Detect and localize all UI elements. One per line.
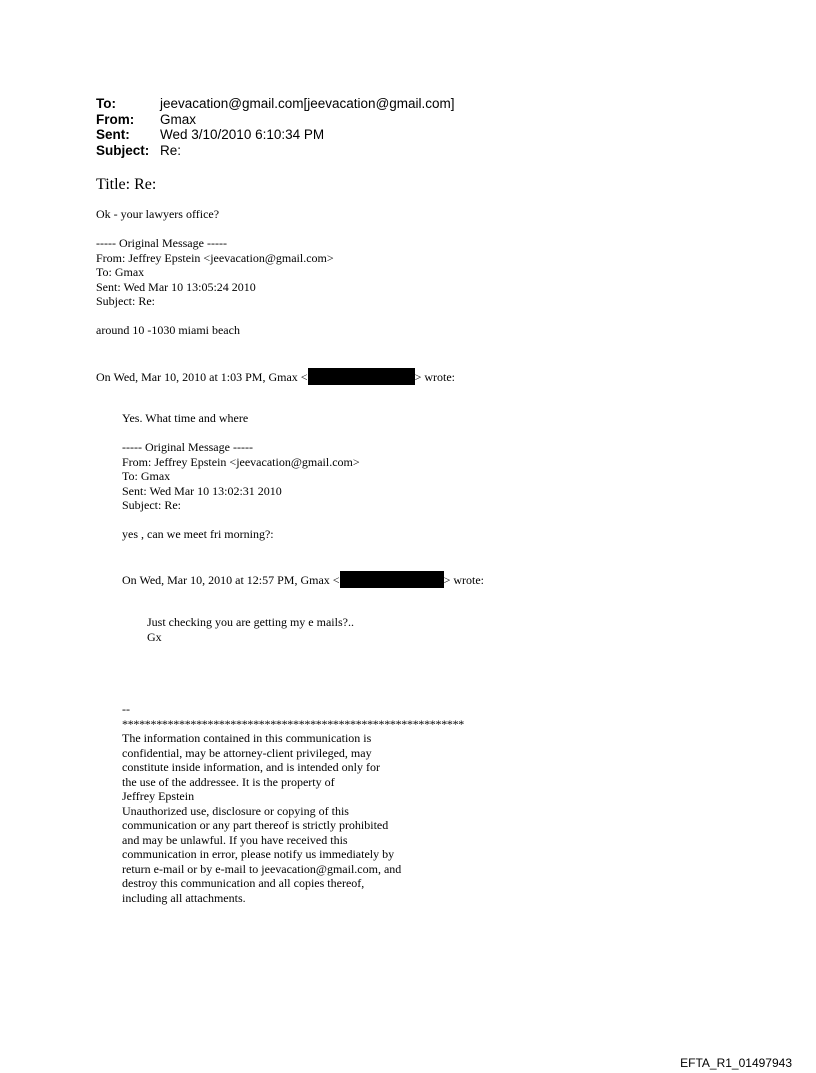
- attribution-line-2: [122, 571, 484, 588]
- quoted-body-2: yes , can we meet fri morning?:: [122, 527, 274, 541]
- attribution-suffix-1: > wrote:: [414, 370, 456, 384]
- reply-body-1: Ok - your lawyers office?: [96, 207, 220, 221]
- to-value: jeevacation@gmail.com[jeevacation@gmail.com]: [160, 96, 455, 111]
- to-label: To:: [96, 96, 116, 111]
- quoted-sent-1: Sent: Wed Mar 10 13:05:24 2010: [96, 279, 256, 294]
- disclaimer-line: destroy this communication and all copies thereof,: [122, 876, 365, 890]
- quoted-body-1: around 10 -1030 miami beach: [96, 323, 240, 337]
- quoted-from-1: From: Jeffrey Epstein <jeevacation@gmail.com>: [96, 250, 334, 265]
- sent-value: Wed 3/10/2010 6:10:34 PM: [160, 127, 325, 142]
- header-to-row: [96, 96, 455, 112]
- subject-label: Subject:: [96, 142, 150, 158]
- signature-stars: ************************************************************: [122, 716, 465, 731]
- quoted-message-2: [122, 440, 360, 513]
- document-id: EFTA_R1_01497943: [680, 1056, 792, 1070]
- disclaimer-line: communication in error, please notify us immediately by: [122, 847, 395, 861]
- header-sent-row: [96, 127, 455, 143]
- quoted-subject-2: Subject: Re:: [122, 498, 181, 512]
- disclaimer-line: and may be unlawful. If you have received this: [122, 832, 348, 847]
- quoted-sent-2: Sent: Wed Mar 10 13:02:31 2010: [122, 483, 282, 498]
- header-from-row: [96, 112, 455, 128]
- quoted-divider-2: ----- Original Message -----: [122, 440, 253, 454]
- attribution-prefix-1: On Wed, Mar 10, 2010 at 1:03 PM, Gmax <: [96, 370, 308, 384]
- disclaimer-line: confidential, may be attorney-client privileged, may: [122, 745, 372, 760]
- disclaimer-line: Jeffrey Epstein: [122, 789, 195, 803]
- header-subject-row: [96, 143, 455, 159]
- from-label: From:: [96, 111, 135, 127]
- signature-dashes: --: [122, 702, 130, 716]
- from-value: Gmax: [160, 111, 197, 127]
- quoted-subject-1: Subject: Re:: [96, 294, 155, 308]
- disclaimer-line: communication or any part thereof is strictly prohibited: [122, 818, 389, 832]
- original-message: [147, 615, 354, 644]
- reply-body-2: Yes. What time and where: [122, 411, 249, 425]
- disclaimer-line: return e-mail or by e-mail to jeevacation@gmail.com, and: [122, 861, 402, 876]
- attribution-suffix-2: > wrote:: [443, 573, 485, 587]
- quoted-from-2: From: Jeffrey Epstein <jeevacation@gmail.com>: [122, 454, 360, 469]
- redaction-box: [308, 368, 415, 385]
- email-title: Title: Re:: [96, 176, 157, 193]
- sent-label: Sent:: [96, 127, 130, 142]
- email-header: [96, 96, 455, 158]
- quoted-to-1: To: Gmax: [96, 265, 145, 279]
- quoted-divider-1: ----- Original Message -----: [96, 236, 227, 250]
- signature-disclaimer: [122, 702, 464, 905]
- quoted-to-2: To: Gmax: [122, 469, 171, 483]
- subject-value: Re:: [160, 142, 182, 158]
- original-line-2: Gx: [147, 629, 162, 644]
- disclaimer-line: constitute inside information, and is intended only for: [122, 760, 380, 774]
- disclaimer-line: the use of the addressee. It is the property of: [122, 774, 335, 789]
- attribution-prefix-2: On Wed, Mar 10, 2010 at 12:57 PM, Gmax <: [122, 573, 340, 587]
- disclaimer-line: including all attachments.: [122, 890, 246, 905]
- redaction-box: [340, 571, 444, 588]
- original-line-1: Just checking you are getting my e mails?..: [147, 615, 354, 629]
- quoted-message-1: [96, 236, 334, 309]
- disclaimer-line: Unauthorized use, disclosure or copying of this: [122, 803, 349, 818]
- disclaimer-line: The information contained in this communication is: [122, 731, 372, 745]
- attribution-line-1: [96, 368, 455, 385]
